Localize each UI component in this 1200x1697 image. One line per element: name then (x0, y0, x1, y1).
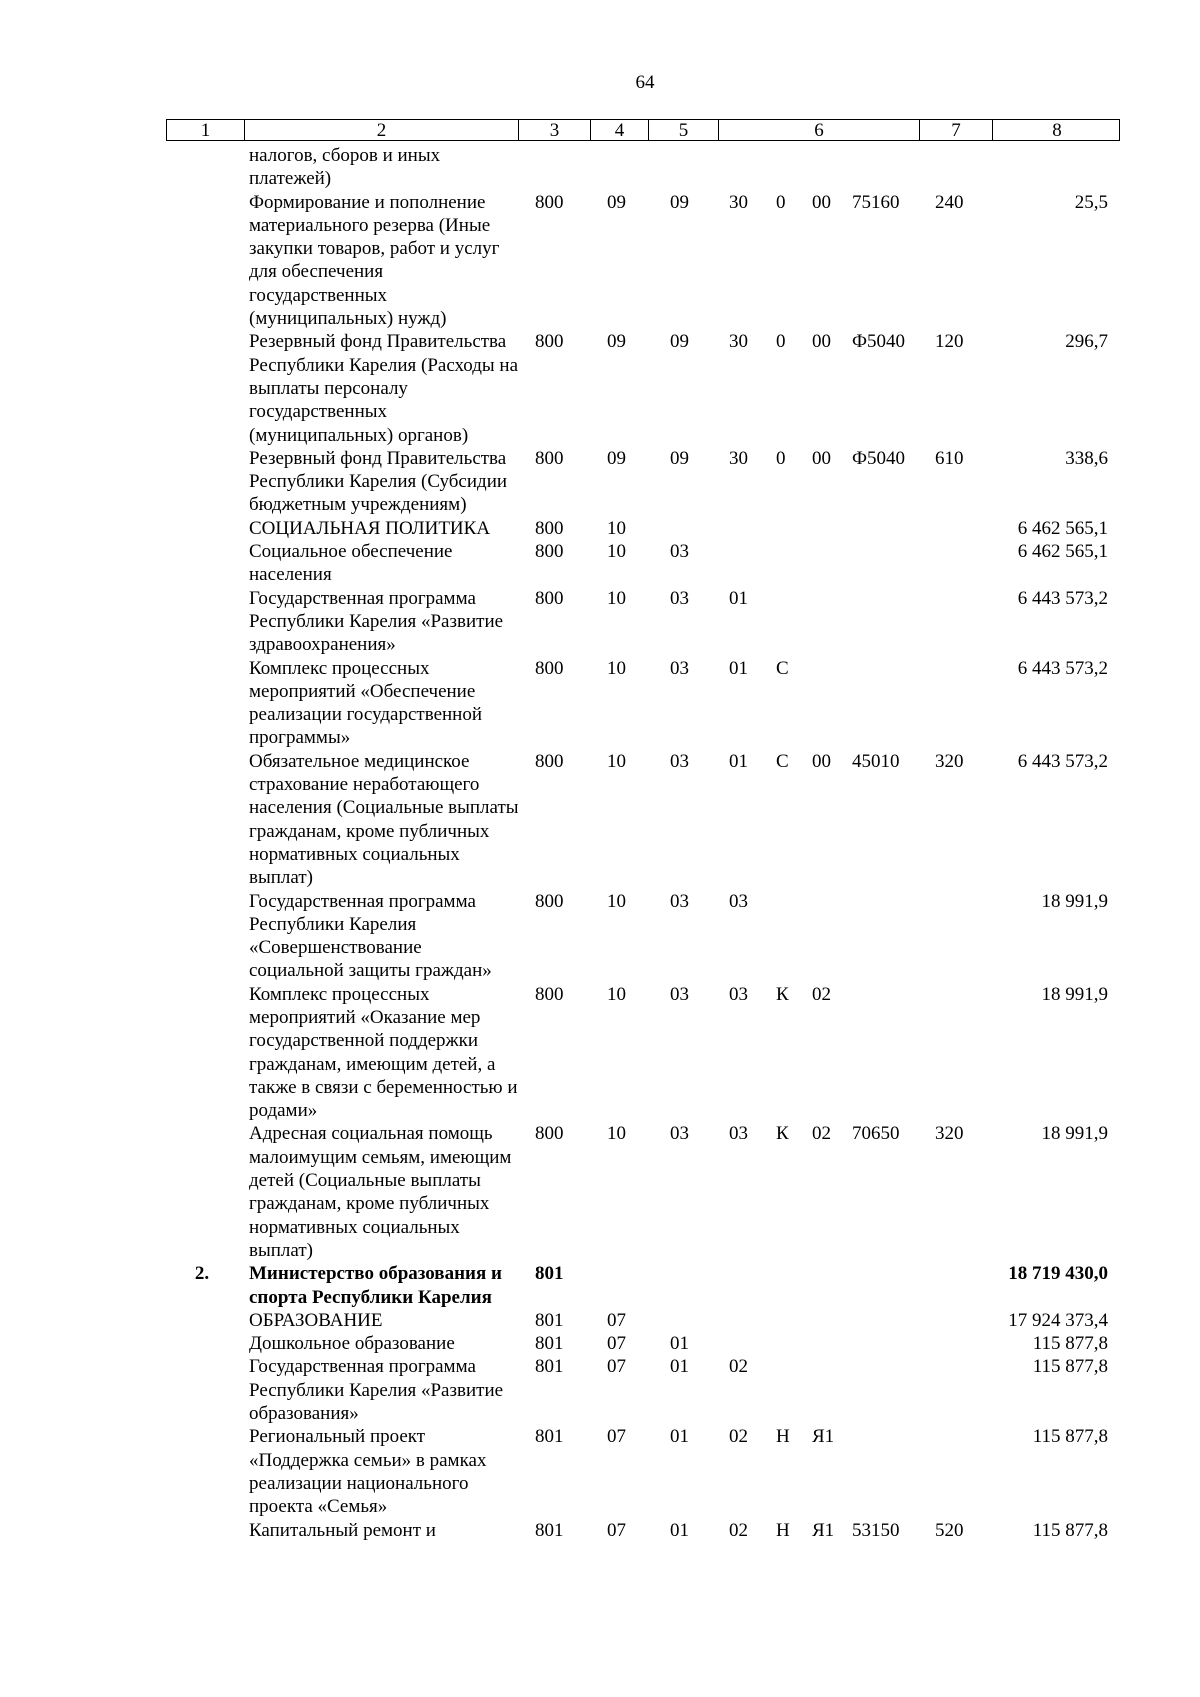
column-header-6: 6 (718, 120, 919, 140)
row-col6-direction: 75160 (852, 191, 900, 213)
row-col5: 03 (670, 1123, 689, 1145)
row-col6-element: 00 (812, 331, 831, 353)
row-col6-element: Я1 (812, 1426, 835, 1448)
row-col3: 800 (535, 1123, 564, 1145)
row-amount: 115 877,8 (1032, 1356, 1108, 1378)
row-col4: 10 (607, 587, 626, 609)
row-col5: 09 (670, 191, 689, 213)
row-col3: 800 (535, 890, 564, 912)
row-amount: 6 462 565,1 (1017, 541, 1108, 563)
table-row (0, 983, 1200, 1123)
row-col6-direction: Ф5040 (852, 331, 906, 353)
row-col6-element: 02 (812, 1123, 831, 1145)
row-col6-program: 03 (729, 983, 748, 1005)
row-col5: 03 (670, 587, 689, 609)
row-col4: 09 (607, 191, 626, 213)
row-col5: 03 (670, 890, 689, 912)
row-col6-element: 00 (812, 750, 831, 772)
table-row-ministry (0, 1262, 1200, 1309)
row-col6-program: 03 (729, 1123, 748, 1145)
row-col6-element: Я1 (812, 1519, 835, 1541)
row-col4: 10 (607, 517, 626, 539)
row-col6-direction: 70650 (852, 1123, 900, 1145)
row-col3: 800 (535, 541, 564, 563)
table-row (0, 657, 1200, 750)
row-col7: 520 (935, 1519, 964, 1541)
row-col6-element: 00 (812, 447, 831, 469)
table-row (0, 1122, 1200, 1262)
row-name: Капитальный ремонт и (249, 1519, 436, 1541)
row-amount: 18 991,9 (1041, 983, 1108, 1005)
table-row (0, 1519, 1200, 1542)
row-amount: 6 462 565,1 (1017, 517, 1108, 539)
row-amount: 115 877,8 (1032, 1426, 1108, 1448)
row-col6-program: 02 (729, 1519, 748, 1541)
row-col3: 801 (535, 1426, 564, 1448)
table-row (0, 517, 1200, 540)
row-col4: 10 (607, 1123, 626, 1145)
column-header-3: 3 (518, 120, 590, 140)
row-col4: 07 (607, 1356, 626, 1378)
row-amount: 6 443 573,2 (1017, 750, 1108, 772)
row-col7: 240 (935, 191, 964, 213)
column-header-1: 1 (200, 120, 211, 141)
row-col5: 03 (670, 750, 689, 772)
row-col5: 09 (670, 331, 689, 353)
row-col3: 801 (535, 1356, 564, 1378)
row-col4: 09 (607, 331, 626, 353)
row-amount: 338,6 (1065, 447, 1108, 469)
row-col6-type: Н (776, 1426, 790, 1448)
row-amount: 6 443 573,2 (1017, 657, 1108, 679)
row-col3: 800 (535, 191, 564, 213)
row-name: Социальное обеспечение населения (249, 541, 453, 586)
row-col5: 09 (670, 447, 689, 469)
row-col6-type: 0 (776, 331, 786, 353)
column-header-row (166, 119, 1120, 141)
row-col6-type: 0 (776, 191, 786, 213)
row-col5: 01 (670, 1426, 689, 1448)
row-name: Государственная программа Республики Карелия «Совершенствование социальной защиты граждан» (249, 890, 492, 982)
row-col6-type: Н (776, 1519, 790, 1541)
row-name: Обязательное медицинское страхование неработающего населения (Социальные выплаты гражданам, кроме публичных нормативных социальных выплат) (249, 750, 519, 889)
row-col6-direction: 45010 (852, 750, 900, 772)
row-name: Министерство образования и спорта Республики Карелия (249, 1263, 502, 1308)
row-name: ОБРАЗОВАНИЕ (249, 1309, 383, 1331)
row-col3: 801 (535, 1263, 564, 1285)
row-col6-program: 01 (729, 750, 748, 772)
column-header-5: 5 (648, 120, 718, 140)
table-row (0, 1309, 1200, 1332)
column-header-2: 2 (244, 120, 518, 140)
row-col6-program: 02 (729, 1356, 748, 1378)
page-number: 64 (635, 72, 655, 93)
table-row (0, 750, 1200, 890)
row-col6-program: 30 (729, 191, 748, 213)
row-col6-program: 01 (729, 587, 748, 609)
table-row (0, 1355, 1200, 1425)
row-col4: 10 (607, 750, 626, 772)
row-col6-program: 02 (729, 1426, 748, 1448)
row-amount: 296,7 (1065, 331, 1108, 353)
column-header-8: 8 (992, 120, 1121, 140)
row-col4: 10 (607, 541, 626, 563)
row-col6-direction: 53150 (852, 1519, 900, 1541)
row-name: Государственная программа Республики Карелия «Развитие здравоохранения» (249, 587, 504, 656)
row-col4: 10 (607, 983, 626, 1005)
row-col4: 07 (607, 1309, 626, 1331)
row-amount: 115 877,8 (1032, 1519, 1108, 1541)
row-col3: 800 (535, 331, 564, 353)
row-amount: 18 991,9 (1041, 890, 1108, 912)
row-col6-element: 00 (812, 191, 831, 213)
row-name: Адресная социальная помощь малоимущим семьям, имеющим детей (Социальные выплаты гражданам, кроме публичных нормативных социальных выплат) (249, 1123, 512, 1261)
row-amount: 115 877,8 (1032, 1333, 1108, 1355)
row-col6-direction: Ф5040 (852, 447, 906, 469)
row-col7: 610 (935, 447, 964, 469)
row-name: Формирование и пополнение материального резерва (Иные закупки товаров, работ и услуг для обеспечения государственных (муниципальных) нужд) (249, 191, 500, 330)
row-col6-type: С (776, 657, 789, 679)
row-col4: 10 (607, 890, 626, 912)
table-row (0, 540, 1200, 587)
table-row (0, 1425, 1200, 1518)
row-name: Резервный фонд Правительства Республики Карелия (Субсидии бюджетным учреждениям) (249, 447, 508, 516)
row-col5: 03 (670, 657, 689, 679)
row-col5: 01 (670, 1333, 689, 1355)
column-header-4: 4 (590, 120, 648, 140)
row-col5: 01 (670, 1519, 689, 1541)
row-col6-type: К (776, 983, 789, 1005)
row-col3: 800 (535, 983, 564, 1005)
table-row (0, 447, 1200, 517)
row-col3: 800 (535, 657, 564, 679)
row-col7: 320 (935, 750, 964, 772)
row-col6-type: С (776, 750, 789, 772)
table-row (0, 191, 1200, 331)
row-name: Комплекс процессных мероприятий «Оказание мер государственной поддержки гражданам, имеющим детей, а также в связи с беременностью и родами» (249, 983, 518, 1122)
row-col4: 07 (607, 1333, 626, 1355)
row-col6-program: 01 (729, 657, 748, 679)
row-name: Дошкольное образование (249, 1333, 455, 1355)
table-row (0, 1332, 1200, 1355)
table-row (0, 587, 1200, 657)
row-number: 2. (194, 1263, 210, 1285)
row-amount: 17 924 373,4 (1008, 1309, 1108, 1331)
table-row (0, 330, 1200, 446)
row-col7: 120 (935, 331, 964, 353)
row-amount: 6 443 573,2 (1017, 587, 1108, 609)
budget-table-body (0, 144, 1200, 1542)
row-col5: 03 (670, 983, 689, 1005)
column-header-7: 7 (919, 120, 992, 140)
row-name: налогов, сборов и иных платежей) (249, 145, 441, 190)
row-name: Государственная программа Республики Карелия «Развитие образования» (249, 1356, 504, 1425)
row-col3: 801 (535, 1309, 564, 1331)
row-col3: 801 (535, 1519, 564, 1541)
row-col3: 800 (535, 587, 564, 609)
row-col5: 03 (670, 541, 689, 563)
row-col4: 09 (607, 447, 626, 469)
row-col6-program: 30 (729, 331, 748, 353)
row-col3: 801 (535, 1333, 564, 1355)
row-col4: 10 (607, 657, 626, 679)
row-col4: 07 (607, 1426, 626, 1448)
row-col3: 800 (535, 750, 564, 772)
table-row (0, 144, 1200, 191)
table-row (0, 890, 1200, 983)
row-name: Региональный проект «Поддержка семьи» в рамках реализации национального проекта «Семья» (249, 1426, 487, 1518)
row-col6-program: 30 (729, 447, 748, 469)
row-col6-type: 0 (776, 447, 786, 469)
row-col5: 01 (670, 1356, 689, 1378)
row-col7: 320 (935, 1123, 964, 1145)
row-name: СОЦИАЛЬНАЯ ПОЛИТИКА (249, 517, 491, 539)
row-name: Резервный фонд Правительства Республики Карелия (Расходы на выплаты персоналу государственных (муниципальных) органов) (249, 331, 519, 446)
row-col4: 07 (607, 1519, 626, 1541)
row-col3: 800 (535, 447, 564, 469)
row-amount: 25,5 (1074, 191, 1108, 213)
row-amount: 18 719 430,0 (1008, 1263, 1108, 1285)
row-col6-element: 02 (812, 983, 831, 1005)
row-amount: 18 991,9 (1041, 1123, 1108, 1145)
row-col6-type: К (776, 1123, 789, 1145)
row-col3: 800 (535, 517, 564, 539)
row-name: Комплекс процессных мероприятий «Обеспечение реализации государственной программы» (249, 657, 483, 749)
row-col6-program: 03 (729, 890, 748, 912)
